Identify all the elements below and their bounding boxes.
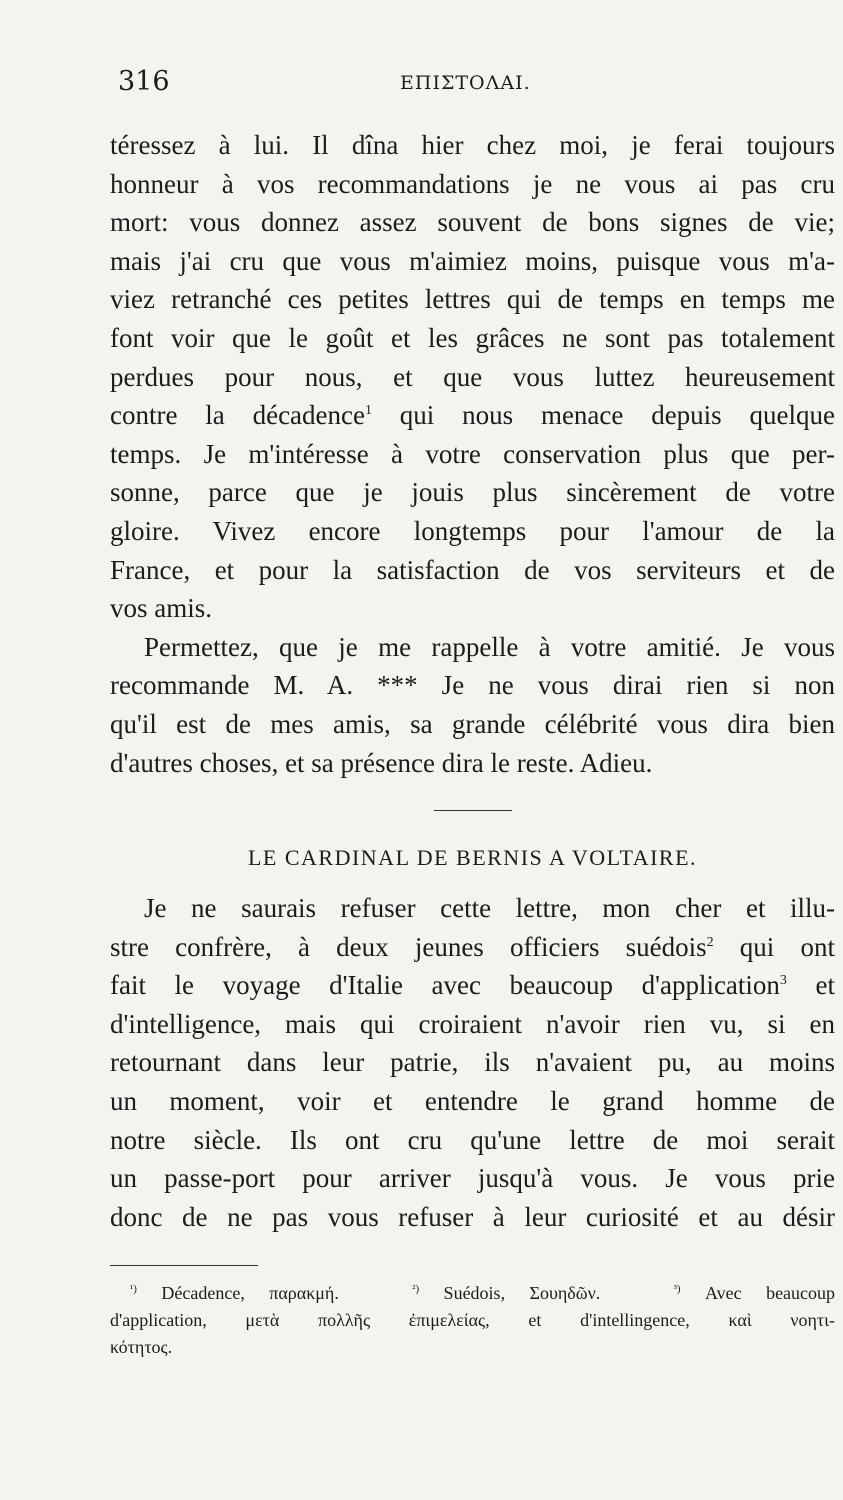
text-line: d'autres choses, et sa présence dira le reste. Adieu.: [110, 747, 653, 778]
text-line: Permettez, que je me rappelle à votre amitié. Je vous: [144, 631, 835, 662]
text-line: mort: vous donnez assez souvent de bons signes de vie;: [110, 207, 835, 238]
footnote-text: Suédois, Σουηδῶν.: [419, 1283, 601, 1303]
footnote-marker: ³): [673, 1283, 681, 1295]
footnote-marker: ²): [412, 1283, 420, 1295]
text-line: recommande M. A. *** Je ne vous dirai rien si non: [110, 670, 835, 701]
text-line: perdues pour nous, et que vous luttez heureusement: [110, 361, 835, 392]
text-line: d'intelligence, mais qui croiraient n'avoir rien vu, si en: [110, 1008, 835, 1039]
running-title: ΕΠΙΣΤΟΛΑΙ.: [400, 72, 531, 94]
text-fragment: qui ont: [713, 931, 835, 962]
footnotes: [110, 1280, 835, 1361]
text-line: temps. Je m'intéresse à votre conservation plus que per-: [110, 438, 835, 469]
footnote-line: [110, 1280, 835, 1307]
text-line: mais j'ai cru que vous m'aimiez moins, puisque vous m'a-: [110, 245, 835, 276]
text-line: sonne, parce que je jouis plus sincèrement de votre: [110, 477, 835, 508]
text-line: gloire. Vivez encore longtemps pour l'amour de la: [110, 515, 835, 546]
text-line: qu'il est de mes amis, sa grande célébrité vous dira bien: [110, 708, 835, 739]
text-line: [110, 396, 835, 435]
text-fragment: fait le voyage d'Italie avec beaucoup d'application: [110, 970, 780, 1001]
text-line: Je ne saurais refuser cette lettre, mon cher et illu-: [144, 893, 835, 924]
text-line: un moment, voir et entendre le grand homme de: [110, 1086, 835, 1117]
text-line: font voir que le goût et les grâces ne sont pas totalement: [110, 322, 835, 353]
text-line: donc de ne pas vous refuser à leur curiosité et au désir: [110, 1201, 835, 1232]
footnote-mark: 1: [364, 403, 372, 419]
footnote-divider: [110, 1265, 258, 1266]
text-line: un passe-port pour arriver jusqu'à vous. Je vous prie: [110, 1163, 835, 1194]
footnote-marker: ¹): [130, 1283, 137, 1295]
page-header: [110, 66, 830, 106]
text-line: notre siècle. Ils ont cru qu'une lettre de moi serait: [110, 1124, 835, 1155]
page-number: 316: [118, 66, 170, 97]
footnote-mark: 3: [779, 973, 787, 989]
text-line: viez retranché ces petites lettres qui de temps en temps me: [110, 284, 835, 315]
text-line: vos amis.: [110, 593, 213, 624]
text-line: [110, 966, 835, 1005]
main-text: [110, 126, 835, 1236]
text-line: retournant dans leur patrie, ils n'avaient pu, au moins: [110, 1047, 835, 1078]
text-line: [110, 928, 835, 967]
text-fragment: et: [786, 970, 835, 1001]
text-line: France, et pour la satisfaction de vos serviteurs et de: [110, 554, 835, 585]
footnote-line: d'application, μετὰ πολλῆς ἐπιμελείας, et d'intellingence, καὶ νοητι-: [110, 1310, 835, 1330]
text-fragment: contre la décadence: [110, 400, 365, 431]
footnote-text: Décadence, παρακμή.: [136, 1283, 339, 1303]
footnote-mark: 2: [706, 934, 714, 950]
letter-heading: LE CARDINAL DE BERNIS A VOLTAIRE.: [247, 845, 698, 871]
text-line: téressez à lui. Il dîna hier chez moi, je ferai toujours: [110, 130, 835, 160]
section-divider: [434, 810, 512, 811]
text-line: honneur à vos recommandations je ne vous ai pas cru: [110, 168, 835, 199]
text-fragment: stre confrère, à deux jeunes officiers suédois: [110, 931, 707, 962]
footnote-text: Avec beaucoup: [680, 1283, 836, 1303]
footnote-line: κότητος.: [110, 1337, 173, 1357]
text-fragment: qui nous menace depuis quelque: [371, 400, 835, 431]
